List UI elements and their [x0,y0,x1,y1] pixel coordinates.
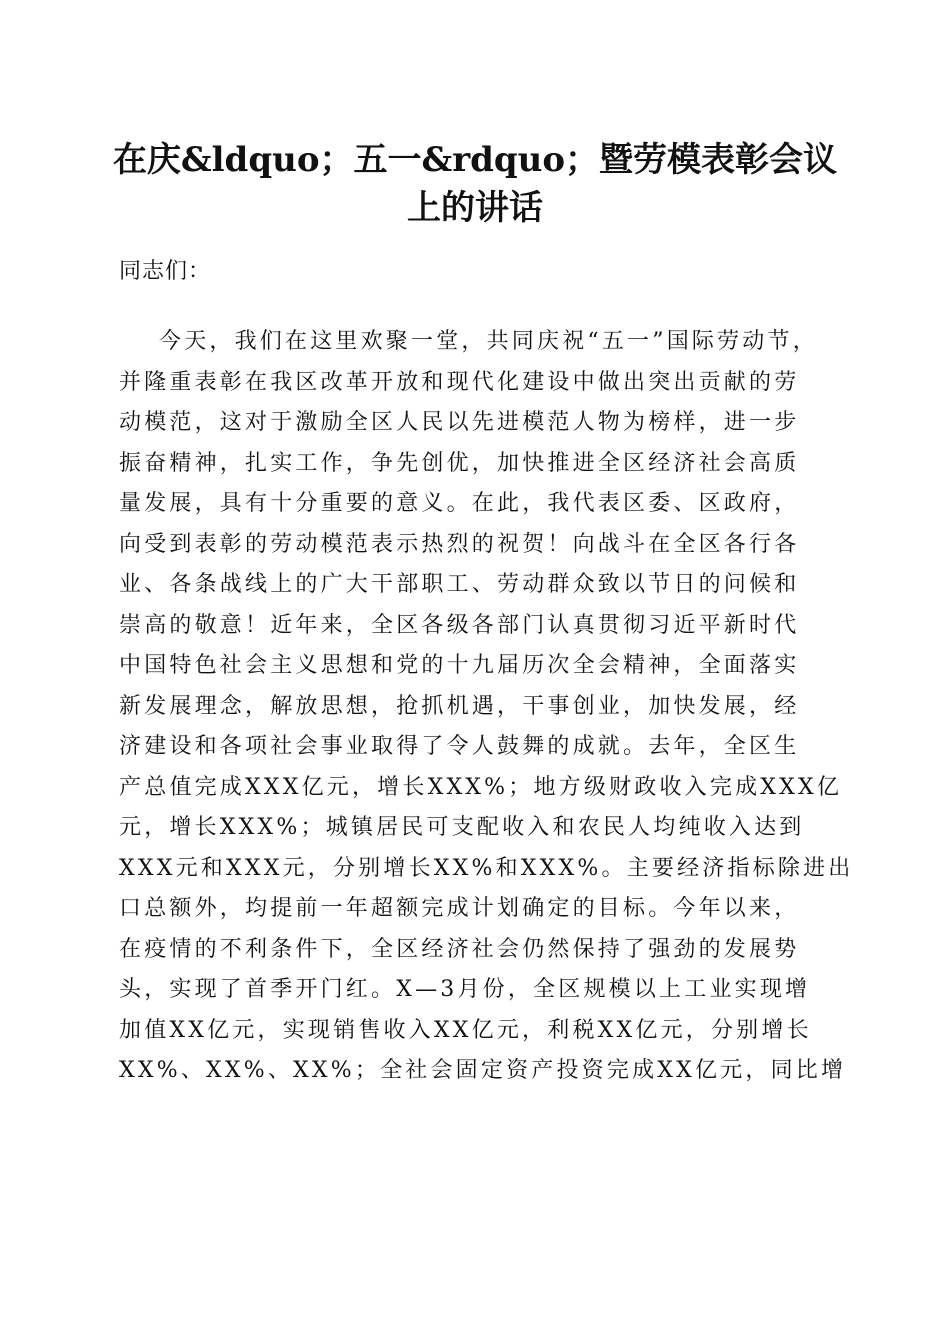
body-line: 量发展，具有十分重要的意义。在此，我代表区委、区政府， [119,491,800,516]
body-line: 振奋精神，扎实工作，争先创优，加快推进全区经济社会高质 [119,450,800,476]
body-line: 元，增长XXX%；城镇居民可支配收入和农民人均纯收入达到 [119,815,805,840]
title-line-1: 在庆&ldquo；五一&rdquo；暨劳模表彰会议 [112,140,838,180]
body-line: 加值XX亿元，实现销售收入XX亿元，利税XX亿元，分别增长 [119,1017,812,1043]
body-line: 中国特色社会主义思想和党的十九届历次全会精神，全面落实 [119,653,800,678]
body-line: 向受到表彰的劳动模范表示热烈的祝贺！向战斗在全区各行各 [119,531,800,557]
body-line: 头，实现了首季开门红。X—3月份，全区规模以上工业实现增 [119,977,811,1002]
body-line: 今天，我们在这里欢聚一堂，共同庆祝“五一”国际劳动节， [159,329,818,354]
speech-body [119,322,854,1092]
body-line: 动模范，这对于激励全区人民以先进模范人物为榜样，进一步 [119,410,800,435]
body-line: 口总额外，均提前一年超额完成计划确定的目标。今年以来， [119,896,800,921]
body-line: 并隆重表彰在我区改革开放和现代化建设中做出突出贡献的劳 [119,369,800,395]
body-line: 济建设和各项社会事业取得了令人鼓舞的成就。去年，全区生 [119,734,800,759]
body-line: XXX元和XXX元，分别增长XX%和XXX%。主要经济指标除进出 [119,855,854,881]
document-title [100,136,850,232]
body-line: XX%、XX%、XX%；全社会固定资产投资完成XX亿元，同比增 [119,1058,847,1083]
body-line: 业、各条战线上的广大干部职工、劳动群众致以节日的问候和 [119,572,800,597]
body-line: 产总值完成XXX亿元，增长XXX%；地方级财政收入完成XXX亿 [119,774,843,800]
salutation: 同志们： [119,259,212,284]
body-line: 新发展理念，解放思想，抢抓机遇，干事创业，加快发展，经 [119,693,800,719]
body-line: 在疫情的不利条件下，全区经济社会仍然保持了强劲的发展势 [119,936,800,962]
title-line-2: 上的讲话 [407,188,543,228]
body-line: 崇高的敬意！近年来，全区各级各部门认真贯彻习近平新时代 [119,612,800,638]
